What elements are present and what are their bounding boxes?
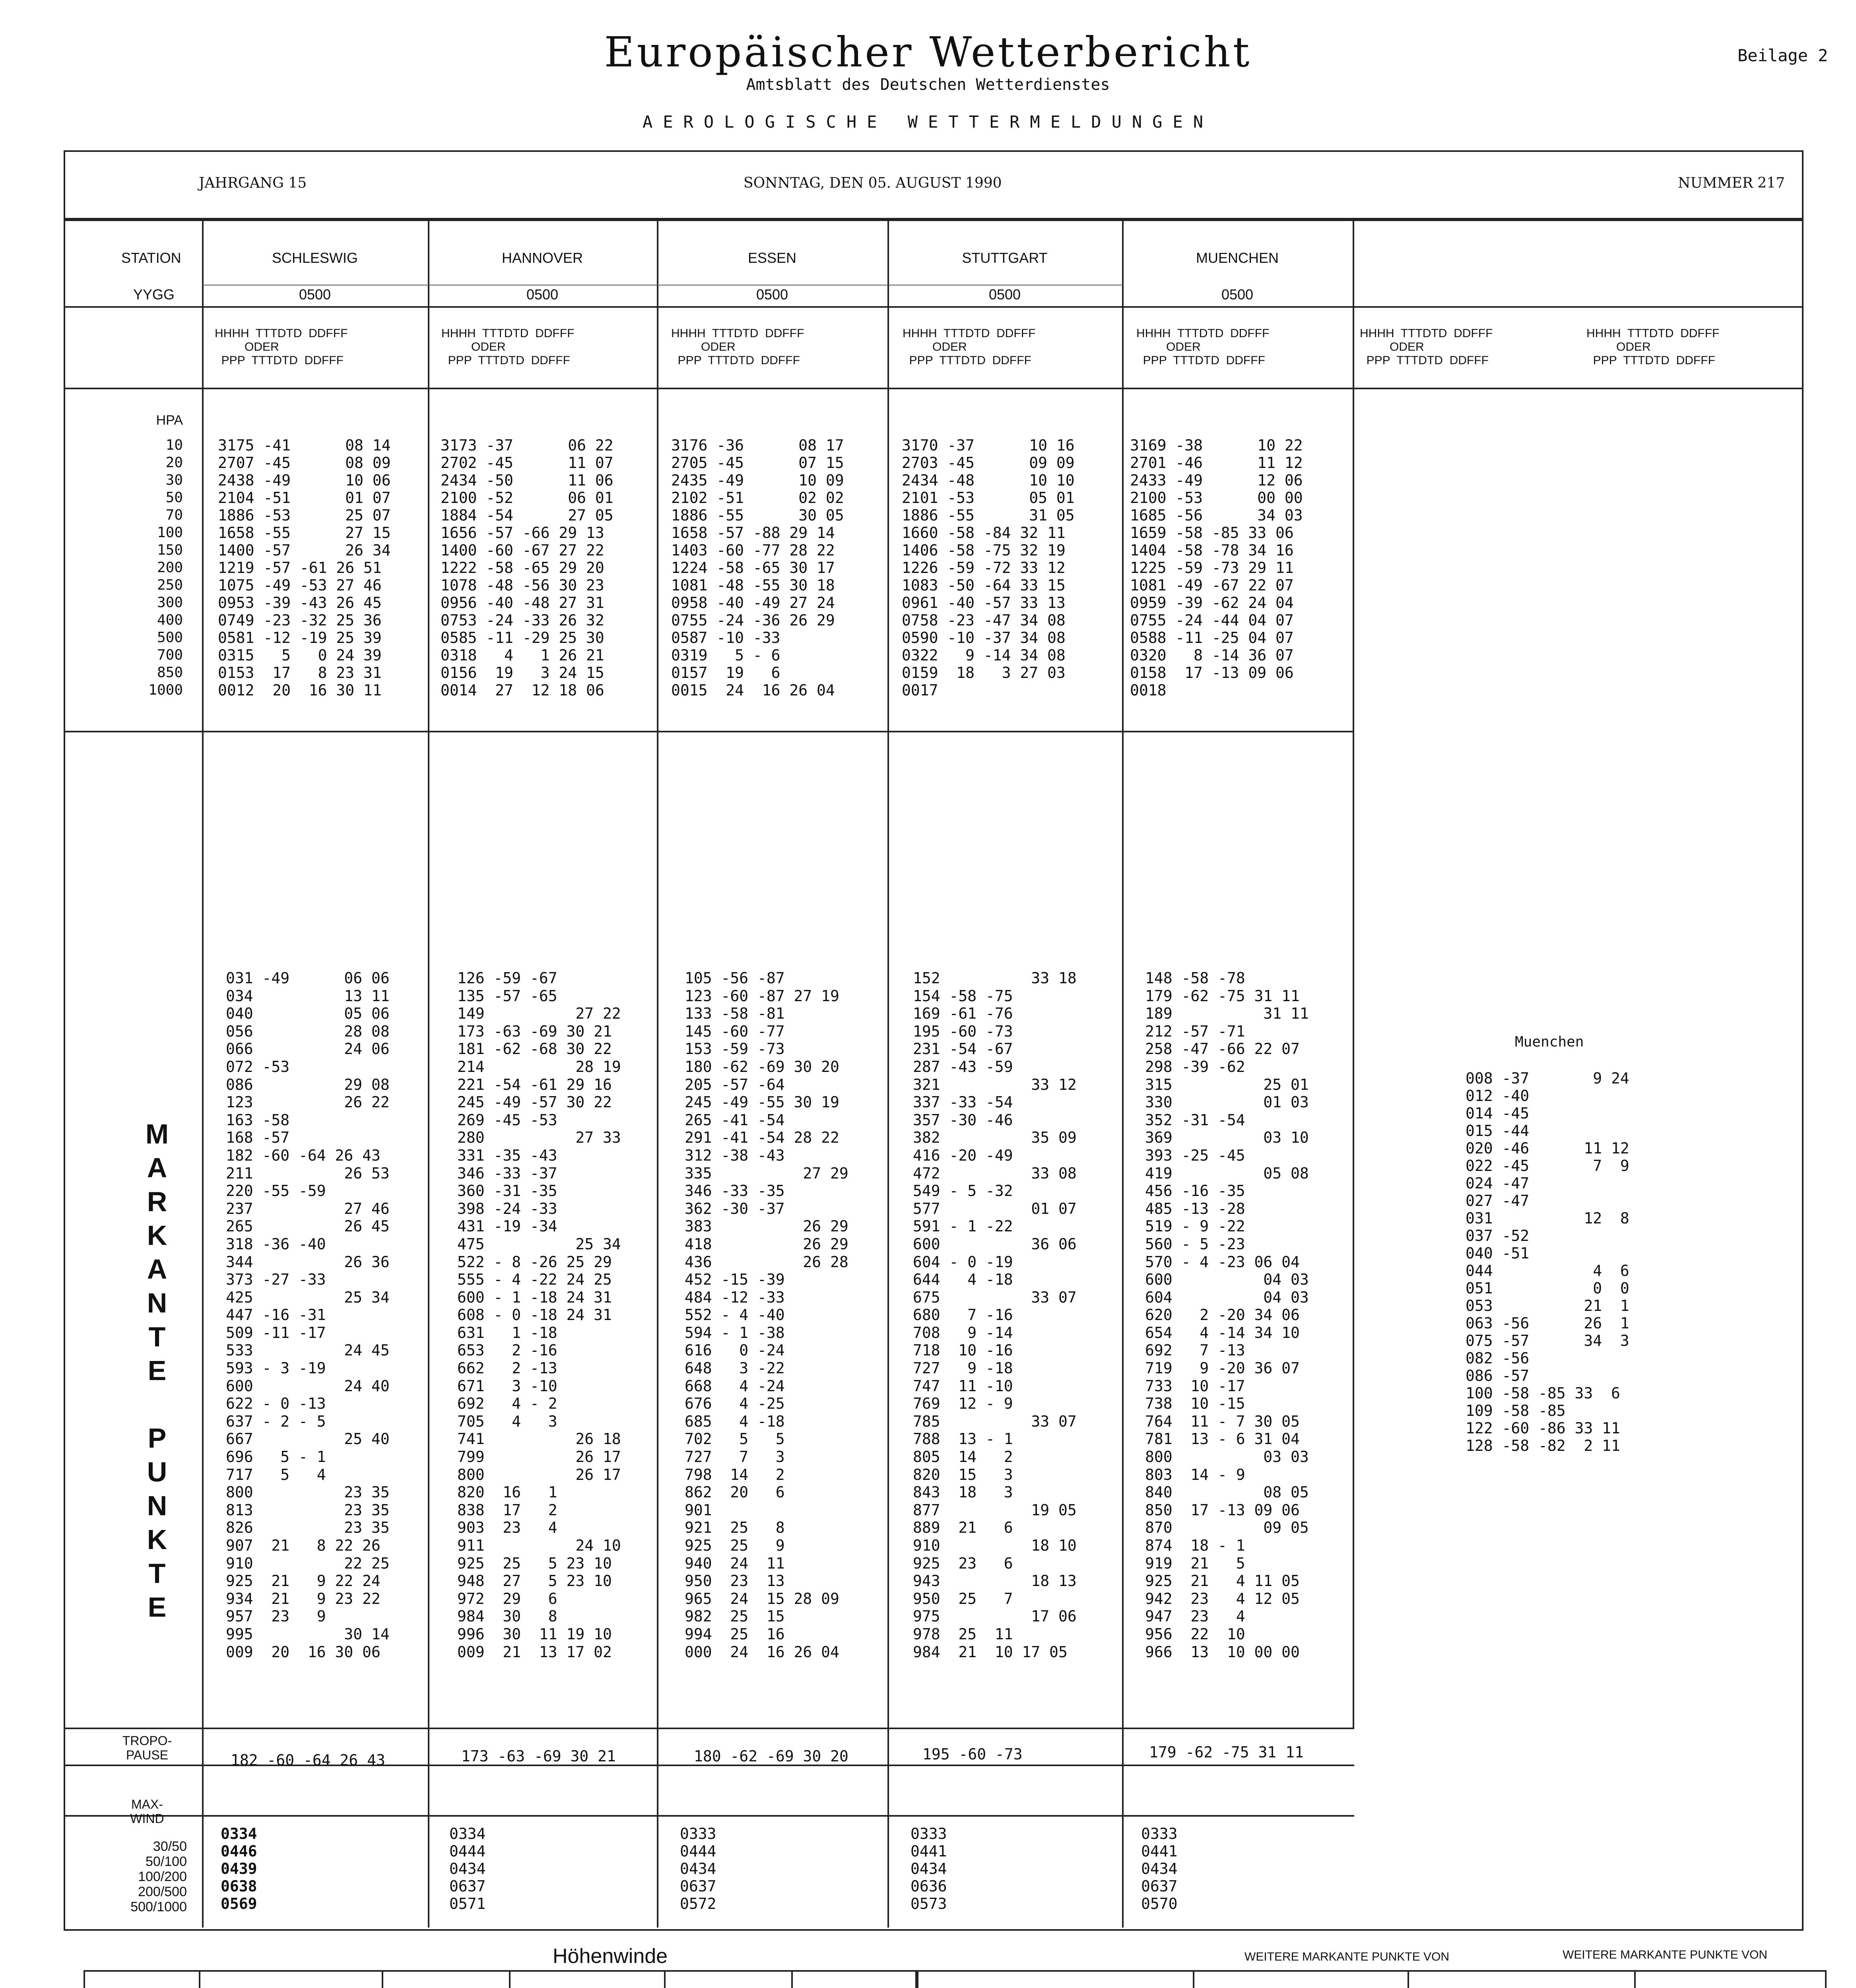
column-header: HHHH TTTDTD DDFFF ODER PPP TTTDTD DDFFF — [215, 327, 348, 367]
tropo-muenchen: 179 -62 -75 31 11 — [1149, 1743, 1304, 1761]
maxwind-label: MAX- WIND — [130, 1797, 164, 1826]
markante-letter: U — [147, 1456, 167, 1487]
tropo-hannover: 173 -63 -69 30 21 — [461, 1747, 616, 1765]
pressure-levels: 10 20 30 50 70 100 150 200 250 300 400 500 700 850 1000 — [148, 437, 183, 698]
station-name: MUENCHEN — [1196, 250, 1279, 266]
issue-date: SONNTAG, DEN 05. AUGUST 1990 — [744, 175, 1002, 191]
markante-letter: T — [148, 1321, 166, 1352]
markante-punkte-label — [131, 1117, 183, 1624]
issue-number: NUMMER 217 — [1678, 175, 1785, 191]
column-header: HHHH TTTDTD DDFFF ODER PPP TTTDTD DDFFF — [903, 327, 1036, 367]
muenchen-extra-title: Muenchen — [1515, 1034, 1584, 1050]
station-time: 0500 — [756, 286, 788, 303]
markante-letter: E — [148, 1355, 167, 1386]
std-levels-schleswig: 3175 -41 08 14 2707 -45 08 09 2438 -49 10 06 2104 -51 01 07 1886 -53 25 07 1658 -55 27 15 1400 -57 26 34 1219 -57 -61 26 51 1075 -49 -53 27 46 0953 -39 -43 26 45 0749 -23 -32 25 36 0581 -12 -19 25 39 0315 5 0 24 39 0153 17 8 23 31 0012 20 16 30 11 — [218, 437, 391, 699]
markante-letter — [131, 1388, 183, 1421]
column-header: HHHH TTTDTD DDFFF ODER PPP TTTDTD DDFFF — [1360, 327, 1493, 367]
sig-points-stuttgart: 152 33 18 154 -58 -75 169 -61 -76 195 -60 -73 231 -54 -67 287 -43 -59 321 33 12 337 -33 -54 357 -30 -46 382 35 09 416 -20 -49 472 33 08 549 - 5 -32 577 01 07 591 - 1 -22 600 36 06 604 - 0 -19 644 4 -18 675 33 07 680 7 -16 708 9 -14 718 10 -16 727 9 -18 747 11 -10 769 12 - 9 785 33 07 788 13 - 1 805 14 2 820 15 3 843 18 3 877 19 05 889 21 6 910 18 10 925 23 6 943 18 13 950 25 7 975 17 06 978 25 11 984 21 10 17 05 — [913, 969, 1077, 1661]
column-header: HHHH TTTDTD DDFFF ODER PPP TTTDTD DDFFF — [1586, 327, 1720, 367]
muenchen-extra-points: 008 -37 9 24 012 -40 014 -45 015 -44 020 -46 11 12 022 -45 7 9 024 -47 027 -47 031 12 8 037 -52 040 -51 044 4 6 051 0 0 053 21 1 063 -56 26 1 075 -57 34 3 082 -56 086 -57 100 -58 -85 33 6 109 -58 -85 122 -60 -86 33 11 128 -58 -82 2 11 — [1466, 1070, 1629, 1454]
station-label: STATION — [121, 250, 181, 266]
station-time: 0500 — [526, 286, 559, 303]
station-time: 0500 — [1221, 286, 1254, 303]
station-name: HANNOVER — [501, 250, 583, 266]
jahrgang: JAHRGANG 15 — [199, 175, 307, 191]
maxwind-stuttgart: 0333 0441 0434 0636 0573 — [911, 1825, 947, 1912]
tropo-essen: 180 -62 -69 30 20 — [694, 1747, 848, 1765]
markante-letter: M — [145, 1118, 169, 1149]
hoehenwinde-title: Höhenwinde — [553, 1945, 668, 1968]
hpa-label: HPA — [156, 413, 183, 428]
yygg-label: YYGG — [133, 286, 175, 303]
weitere-label-1: WEITERE MARKANTE PUNKTE VON — [1244, 1950, 1450, 1963]
maxwind-schleswig: 0334 0446 0439 0638 0569 — [221, 1825, 257, 1912]
sig-points-hannover: 126 -59 -67 135 -57 -65 149 27 22 173 -63 -69 30 21 181 -62 -68 30 22 214 28 19 221 -54 -61 29 16 245 -49 -57 30 22 269 -45 -53 280 27 33 331 -35 -43 346 -33 -37 360 -31 -35 398 -24 -33 431 -19 -34 475 25 34 522 - 8 -26 25 29 555 - 4 -22 24 25 600 - 1 -18 24 31 608 - 0 -18 24 31 631 1 -18 653 2 -16 662 2 -13 671 3 -10 692 4 - 2 705 4 3 741 26 18 799 26 17 800 26 17 820 16 1 838 17 2 903 23 4 911 24 10 925 25 5 23 10 948 27 5 23 10 972 29 6 984 30 8 996 30 11 19 10 009 21 13 17 02 — [457, 969, 621, 1661]
station-name: SCHLESWIG — [272, 250, 358, 266]
tropo-stuttgart: 195 -60 -73 — [922, 1745, 1023, 1763]
maxwind-hannover: 0334 0444 0434 0637 0571 — [449, 1825, 486, 1912]
page-title: Europäischer Wetterbericht — [604, 28, 1252, 76]
beilage-label: Beilage 2 — [1738, 46, 1828, 65]
markante-letter: A — [147, 1254, 167, 1285]
column-header: HHHH TTTDTD DDFFF ODER PPP TTTDTD DDFFF — [1136, 327, 1270, 367]
section-title: AEROLOGISCHE WETTERMELDUNGEN — [642, 112, 1213, 132]
markante-letter: A — [147, 1152, 167, 1183]
markante-letter: R — [147, 1186, 167, 1217]
winds-table — [83, 1970, 918, 1988]
markante-letter: E — [148, 1592, 167, 1623]
page-subtitle: Amtsblatt des Deutschen Wetterdienstes — [746, 76, 1110, 94]
station-time: 0500 — [299, 286, 331, 303]
markante-letter: N — [147, 1490, 167, 1521]
sig-points-schleswig: 031 -49 06 06 034 13 11 040 05 06 056 28 08 066 24 06 072 -53 086 29 08 123 26 22 163 -58 168 -57 182 -60 -64 26 43 211 26 53 220 -55 -59 237 27 46 265 26 45 318 -36 -40 344 26 36 373 -27 -33 425 25 34 447 -16 -31 509 -11 -17 533 24 45 593 - 3 -19 600 24 40 622 - 0 -13 637 - 2 - 5 667 25 40 696 5 - 1 717 5 4 800 23 35 813 23 35 826 23 35 907 21 8 22 26 910 22 25 925 21 9 22 24 934 21 9 23 22 957 23 9 995 30 14 009 20 16 30 06 — [226, 969, 390, 1661]
weitere-label-2: WEITERE MARKANTE PUNKTE VON — [1563, 1948, 1768, 1961]
maxwind-levels: 30/50 50/100 100/200 200/500 500/1000 — [130, 1839, 187, 1914]
sig-points-muenchen: 148 -58 -78 179 -62 -75 31 11 189 31 11 212 -57 -71 258 -47 -66 22 07 298 -39 -62 315 25 01 330 01 03 352 -31 -54 369 03 10 393 -25 -45 419 05 08 456 -16 -35 485 -13 -28 519 - 9 -22 560 - 5 -23 570 - 4 -23 06 04 600 04 03 604 04 03 620 2 -20 34 06 654 4 -14 34 10 692 7 -13 719 9 -20 36 07 733 10 -17 738 10 -15 764 11 - 7 30 05 781 13 - 6 31 04 800 03 03 803 14 - 9 840 08 05 850 17 -13 09 06 870 09 05 874 18 - 1 919 21 5 925 21 4 11 05 942 23 4 12 05 947 23 4 956 22 10 966 13 10 00 00 — [1145, 969, 1309, 1661]
station-time: 0500 — [988, 286, 1021, 303]
extra-points-table — [915, 1970, 1827, 1988]
tropo-label: TROPO- PAUSE — [122, 1734, 172, 1762]
station-name: STUTTGART — [962, 250, 1048, 266]
column-header: HHHH TTTDTD DDFFF ODER PPP TTTDTD DDFFF — [671, 327, 804, 367]
maxwind-essen: 0333 0444 0434 0637 0572 — [680, 1825, 716, 1912]
markante-letter: P — [148, 1423, 167, 1454]
sig-points-essen: 105 -56 -87 123 -60 -87 27 19 133 -58 -81 145 -60 -77 153 -59 -73 180 -62 -69 30 20 205 -57 -64 245 -49 -55 30 19 265 -41 -54 291 -41 -54 28 22 312 -38 -43 335 27 29 346 -33 -35 362 -30 -37 383 26 29 418 26 29 436 26 28 452 -15 -39 484 -12 -33 552 - 4 -40 594 - 1 -38 616 0 -24 648 3 -22 668 4 -24 676 4 -25 685 4 -18 702 5 5 727 7 3 798 14 2 862 20 6 901 921 25 8 925 25 9 940 24 11 950 23 13 965 24 15 28 09 982 25 15 994 25 16 000 24 16 26 04 — [685, 969, 848, 1661]
markante-letter: N — [147, 1287, 167, 1318]
std-levels-essen: 3176 -36 08 17 2705 -45 07 15 2435 -49 10 09 2102 -51 02 02 1886 -55 30 05 1658 -57 -88 29 14 1403 -60 -77 28 22 1224 -58 -65 30 17 1081 -48 -55 30 18 0958 -40 -49 27 24 0755 -24 -36 26 29 0587 -10 -33 0319 5 - 6 0157 19 6 0015 24 16 26 04 — [671, 437, 844, 699]
tropo-schleswig: 182 -60 -64 26 43 — [231, 1751, 385, 1769]
std-levels-muenchen: 3169 -38 10 22 2701 -46 11 12 2433 -49 12 06 2100 -53 00 00 1685 -56 34 03 1659 -58 -85 33 06 1404 -58 -78 34 16 1225 -59 -73 29 11 1081 -49 -67 22 07 0959 -39 -62 24 04 0755 -24 -44 04 07 0588 -11 -25 04 07 0320 8 -14 36 07 0158 17 -13 09 06 0018 — [1130, 437, 1303, 699]
std-levels-stuttgart: 3170 -37 10 16 2703 -45 09 09 2434 -48 10 10 2101 -53 05 01 1886 -55 31 05 1660 -58 -84 32 11 1406 -58 -75 32 19 1226 -59 -72 33 12 1083 -50 -64 33 15 0961 -40 -57 33 13 0758 -23 -47 34 08 0590 -10 -37 34 08 0322 9 -14 34 08 0159 18 3 27 03 0017 — [902, 437, 1075, 699]
maxwind-muenchen: 0333 0441 0434 0637 0570 — [1141, 1825, 1178, 1912]
markante-letter: K — [147, 1220, 167, 1251]
station-name: ESSEN — [747, 250, 797, 266]
markante-letter: T — [148, 1558, 166, 1589]
markante-letter: K — [147, 1524, 167, 1555]
std-levels-hannover: 3173 -37 06 22 2702 -45 11 07 2434 -50 11 06 2100 -52 06 01 1884 -54 27 05 1656 -57 -66 29 13 1400 -60 -67 27 22 1222 -58 -65 29 20 1078 -48 -56 30 23 0956 -40 -48 27 31 0753 -24 -33 26 32 0585 -11 -29 25 30 0318 4 1 26 21 0156 19 3 24 15 0014 27 12 18 06 — [441, 437, 613, 699]
column-header: HHHH TTTDTD DDFFF ODER PPP TTTDTD DDFFF — [441, 327, 575, 367]
